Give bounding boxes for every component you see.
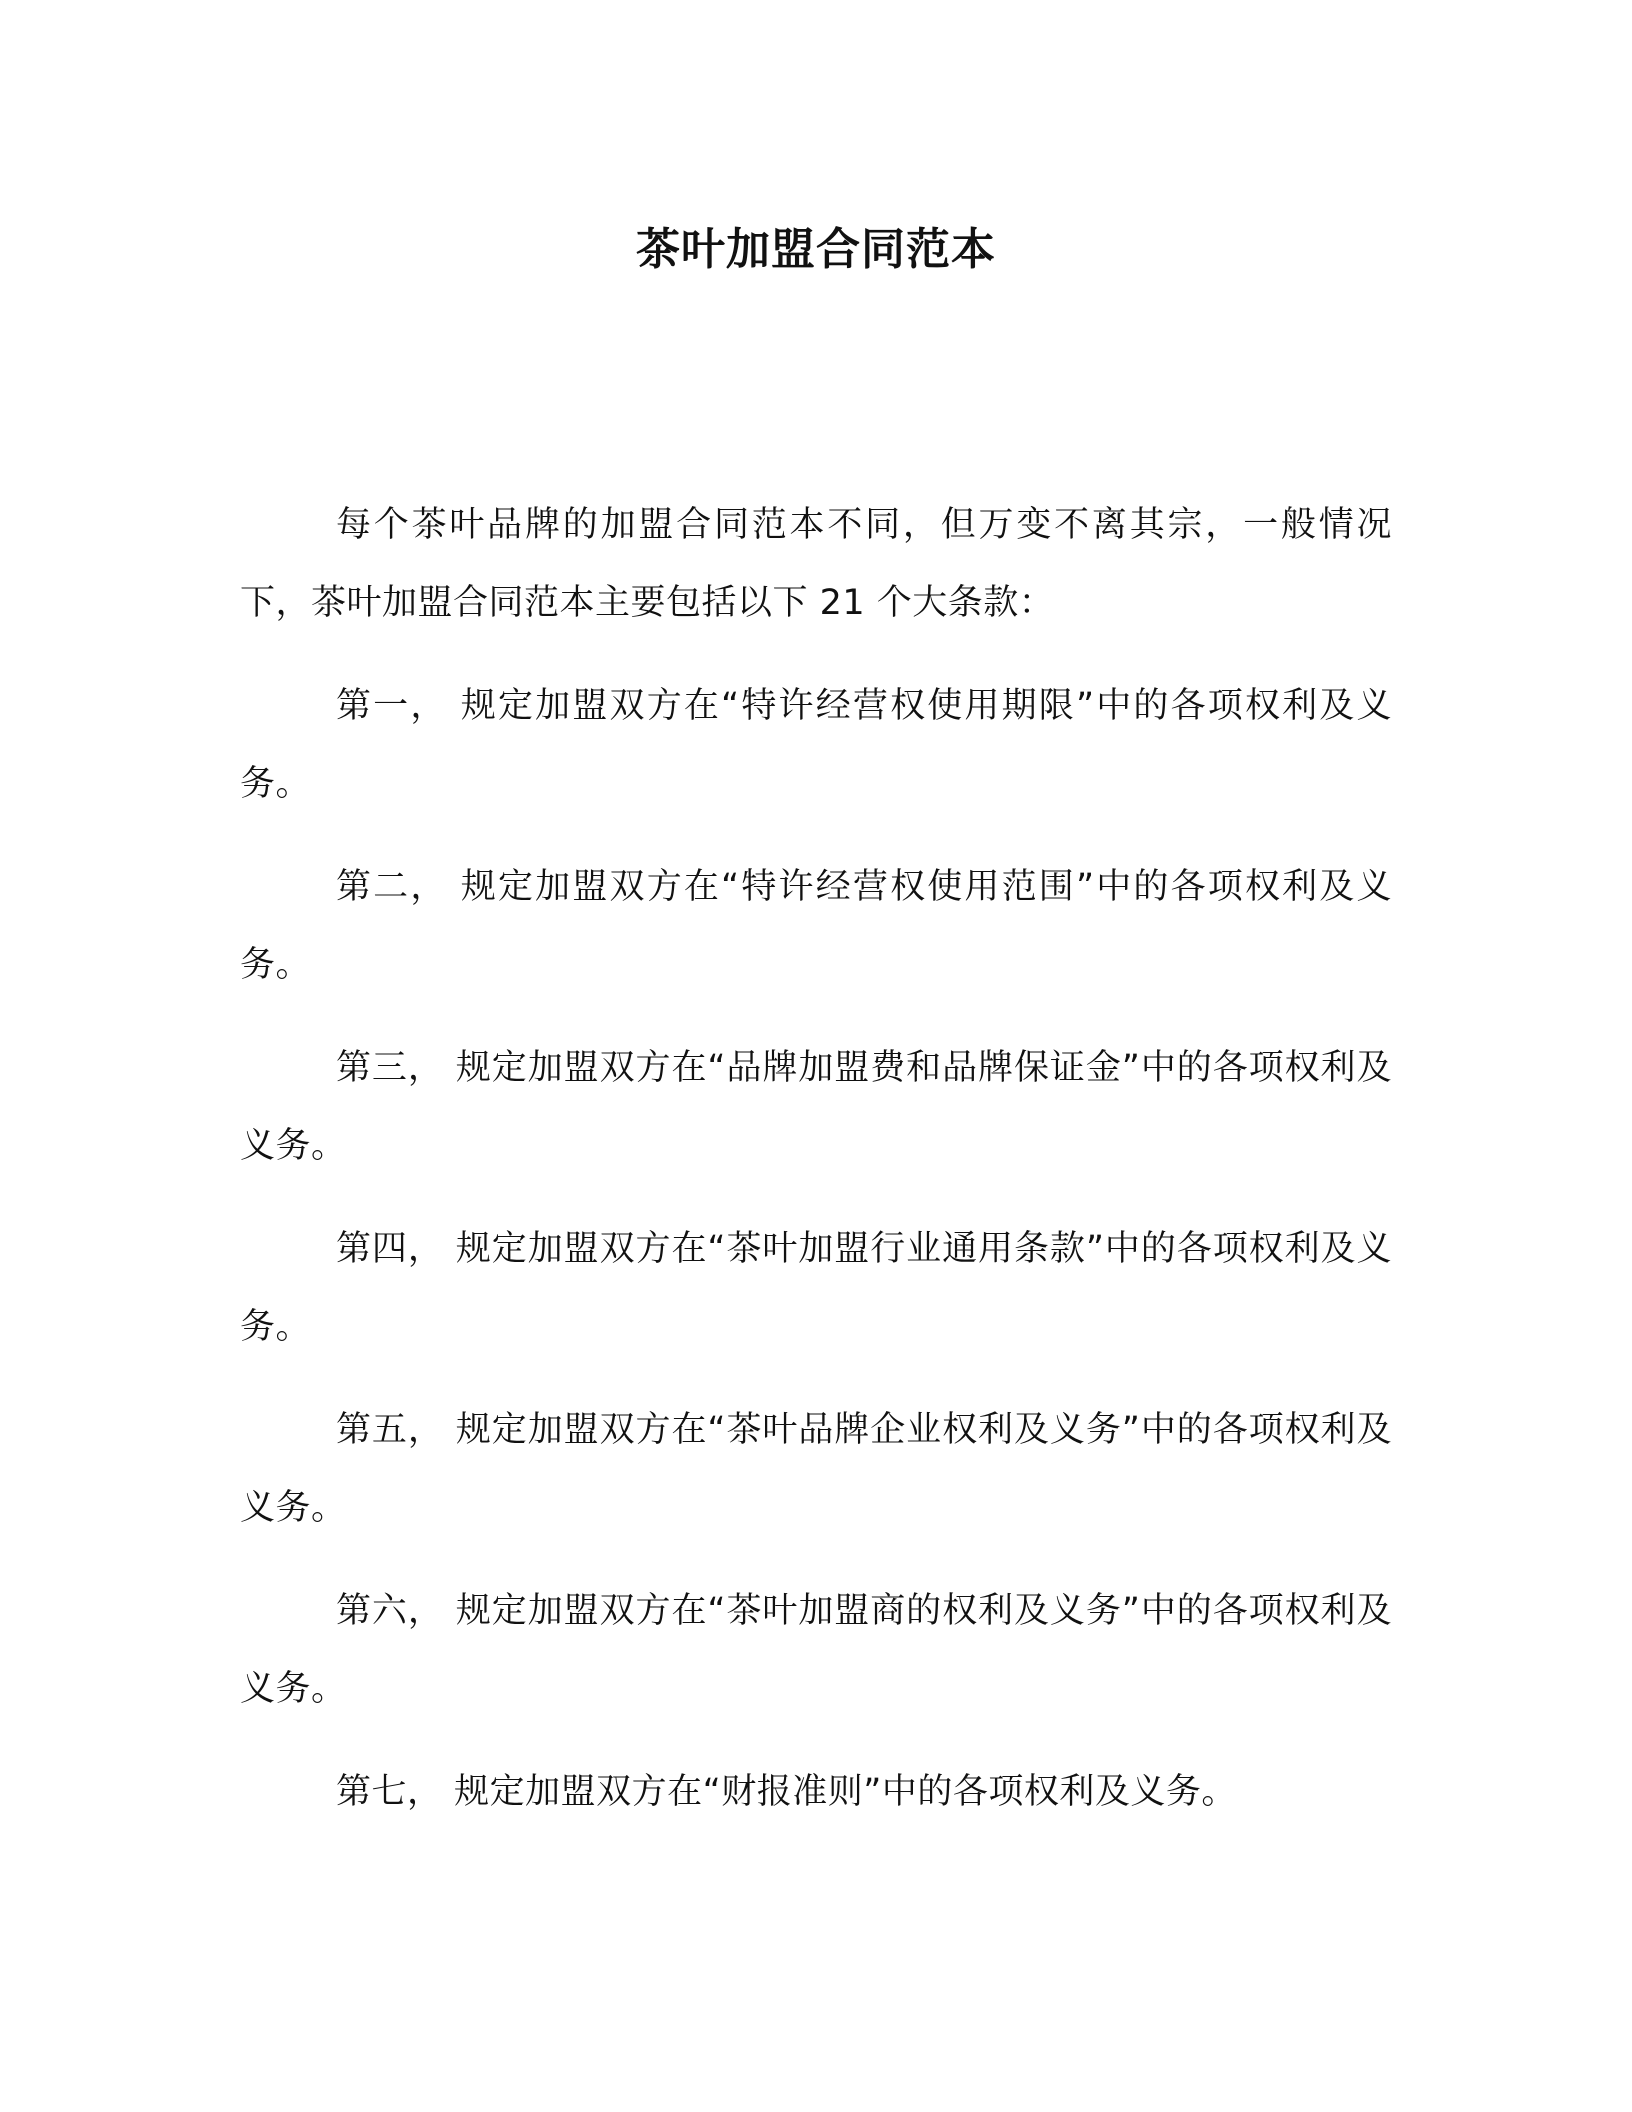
clause-paragraph-7: 第七， 规定加盟双方在“财报准则”中的各项权利及义务。 — [336, 1772, 1237, 1812]
clause-paragraph-1: 第一， 规定加盟双方在“特许经营权使用期限”中的各项权利及义务。 — [240, 686, 1392, 804]
intro-paragraph: 每个茶叶品牌的加盟合同范本不同，但万变不离其宗，一般情况下，茶叶加盟合同范本主要包括以下 21 个大条款： — [240, 505, 1392, 623]
document-body — [240, 486, 1392, 1856]
clause-paragraph-5: 第五， 规定加盟双方在“茶叶品牌企业权利及义务”中的各项权利及义务。 — [240, 1410, 1392, 1528]
clause-paragraph-3: 第三， 规定加盟双方在“品牌加盟费和品牌保证金”中的各项权利及义务。 — [240, 1048, 1392, 1166]
clause-paragraph-4: 第四， 规定加盟双方在“茶叶加盟行业通用条款”中的各项权利及义务。 — [240, 1229, 1392, 1347]
clause-paragraph-6: 第六， 规定加盟双方在“茶叶加盟商的权利及义务”中的各项权利及义务。 — [240, 1591, 1392, 1709]
document-title: 茶叶加盟合同范本 — [636, 224, 996, 275]
clause-paragraph-2: 第二， 规定加盟双方在“特许经营权使用范围”中的各项权利及义务。 — [240, 867, 1392, 985]
